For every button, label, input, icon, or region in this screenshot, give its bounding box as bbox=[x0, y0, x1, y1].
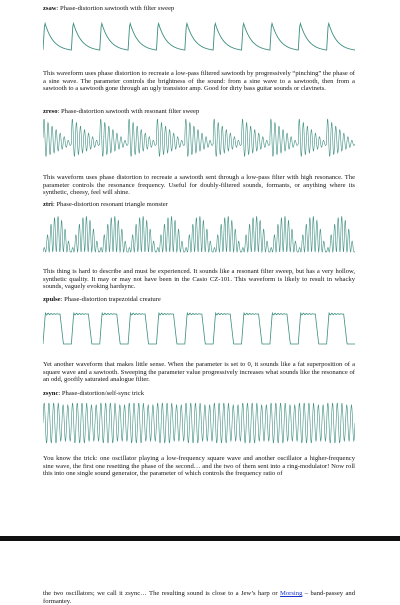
waveform-heading: Phase-distortion trapezoidal creature bbox=[64, 296, 161, 303]
waveform-plot-zsync bbox=[43, 400, 355, 446]
waveform-description-zsync: You know the trick: one oscillator playing a low-frequency square wave and another oscillator a higher-frequency sine wave, the first one resetting the phase of the second… and the two of them sent into a ring-modulator! Now roll this into one single sound generator, the parameter of which controls the frequency ratio of bbox=[43, 455, 355, 478]
waveform-description-zreso: This waveform uses phase distortion to recreate a sawtooth sent through a low-pass filter with high resonance. The parameter controls the resonance frequency. Useful for doubly-filtered sounds, formants, or anything where its synthetic, cheesy, feel will shine. bbox=[43, 174, 355, 197]
waveform-title-zsync: zsync: Phase-distortion/self-sync trick bbox=[43, 390, 145, 397]
waveform-plot-zsaw bbox=[43, 16, 355, 56]
morsing-link[interactable]: Morsing bbox=[280, 590, 303, 597]
waveform-plot-ztri bbox=[43, 212, 355, 258]
zreso-waveform-line bbox=[43, 119, 355, 157]
waveform-heading: Phase-distortion sawtooth with filter sweep bbox=[60, 5, 175, 12]
waveform-description-zpulse: Yet another waveform that makes little sense. When the parameter is set to 0, it sounds like a fat superposition of a square wave and a sawtooth. Sweeping the parameter value progressively increases what sounds like the resonance of an odd, goofily saturated analogue filter. bbox=[43, 361, 355, 384]
waveform-title-zpulse: zpulse: Phase-distortion trapezoidal creature bbox=[43, 296, 161, 303]
continued-text: the two oscillators; we call it zsync… The resulting sound is close to a Jew’s harp or bbox=[43, 590, 281, 597]
waveform-title-zreso: zreso: Phase-distortion sawtooth with resonant filter sweep bbox=[43, 108, 200, 115]
ztri-waveform-line bbox=[43, 216, 355, 252]
waveform-heading: Phase-distortion sawtooth with resonant filter sweep bbox=[61, 108, 200, 115]
waveform-name: zreso bbox=[43, 108, 58, 115]
continued-text-end: – band-passey and formantey. bbox=[43, 590, 355, 605]
zsaw-waveform-line bbox=[43, 23, 355, 50]
page-break-separator bbox=[0, 536, 400, 541]
waveform-title-ztri: ztri: Phase-distortion resonant triangle monster bbox=[43, 201, 168, 208]
waveform-name: zsync bbox=[43, 390, 59, 397]
zpulse-waveform-line bbox=[43, 313, 355, 344]
waveform-title-zsaw: zsaw: Phase-distortion sawtooth with filter sweep bbox=[43, 5, 175, 12]
waveform-name: zpulse bbox=[43, 296, 61, 303]
waveform-plot-zreso bbox=[43, 118, 355, 164]
waveform-plot-zpulse bbox=[43, 306, 355, 352]
waveform-name: zsaw bbox=[43, 5, 57, 12]
zsync-waveform-line bbox=[43, 403, 355, 443]
waveform-description-zsaw: This waveform uses phase distortion to recreate a low-pass filtered sawtooth by progressively “pinching” the phase of a sine wave. The parameter controls the brightness of the sound: from a sine wave to a sawtooth, then from a sawtooth to a sawtooth gone through an ugly transistor amp. Good for dirty bass guitar sounds or clavinets. bbox=[43, 70, 355, 93]
waveform-heading: Phase-distortion/self-sync trick bbox=[61, 390, 145, 397]
waveform-heading: Phase-distortion resonant triangle monster bbox=[56, 201, 168, 208]
waveform-name: ztri bbox=[43, 201, 53, 208]
waveform-description-ztri: This thing is hard to describe and must be experienced. It sounds like a resonant filter sweep, but has a very hollow, synthetic quality. It may or may not have been in the Casio CZ-101. This waveform is likely to result in whacky sounds, vaguely evoking hardsync. bbox=[43, 268, 355, 291]
continued-paragraph bbox=[43, 590, 355, 605]
